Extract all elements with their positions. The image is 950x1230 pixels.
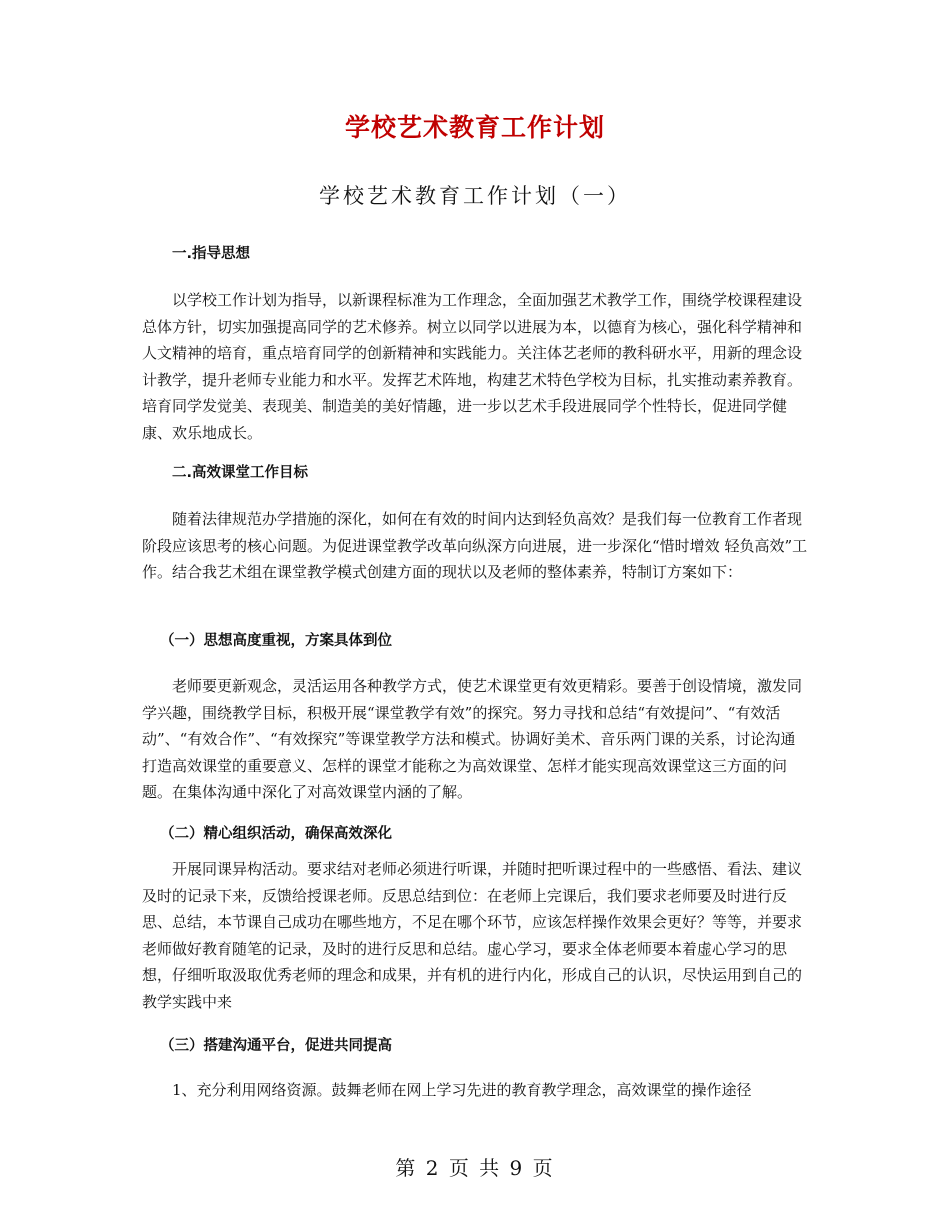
subsection-heading-1: （一）思想高度重视，方案具体到位 — [160, 633, 392, 649]
subsection-paragraph-1: 老师要更新观念，灵活运用各种教学方式，使艺术课堂更有效更精彩。要善于创设情境，激发同学兴趣，围绕教学目标，积极开展“课堂教学有效”的探究。努力寻找和总结“有效提问”、“有效活动”、“有效合作”、“有效探究”等课堂教学方法和模式。协调好美术、音乐两门课的关系，讨论沟通打造高效课堂的重要意义、怎样的课堂才能称之为高效课堂、怎样才能实现高效课堂这三方面的问题。在集体沟通中深化了对高效课堂内涵的了解。 — [142, 677, 803, 801]
section-heading-goals: 二.高效课堂工作目标 — [172, 465, 309, 481]
subsection-heading-3: （三）搭建沟通平台，促进共同提高 — [160, 1038, 392, 1054]
subsection-paragraph-3: 1、充分利用网络资源。鼓舞老师在网上学习先进的教育教学理念，高效课堂的操作途径 — [172, 1081, 752, 1099]
subsection-heading-2: （二）精心组织活动，确保高效深化 — [160, 826, 392, 842]
subsection-paragraph-2: 开展同课异构活动。要求结对老师必须进行听课，并随时把听课过程中的一些感悟、看法、建议及时的记录下来，反馈给授课老师。反思总结到位：在老师上完课后，我们要求老师要及时进行反思、总结，本节课自己成功在哪些地方，不足在哪个环节，应该怎样操作效果会更好？等等，并要求老师做好教育随笔的记录，及时的进行反思和总结。虚心学习，要求全体老师要本着虚心学习的思想，仔细听取汲取优秀老师的理念和成果，并有机的进行内化，形成自己的认识，尽快运用到自己的教学实践中来 — [142, 860, 803, 1011]
section-heading-guiding-thought: 一.指导思想 — [172, 246, 251, 262]
page-number-footer: 第 2 页 共 9 页 — [395, 1156, 555, 1180]
document-title: 学校艺术教育工作计划 — [344, 113, 605, 142]
document-subtitle: 学校艺术教育工作计划（一） — [319, 184, 631, 208]
section-paragraph-goals: 随着法律规范办学措施的深化，如何在有效的时间内达到轻负高效？是我们每一位教育工作者现阶段应该思考的核心问题。为促进课堂教学改革向纵深方向进展，进一步深化“惜时增效 轻负高效”工作。结合我艺术组在课堂教学模式创建方面的现状以及老师的整体素养，特制订方案如下： — [142, 510, 808, 581]
section-paragraph-guiding-thought: 以学校工作计划为指导，以新课程标准为工作理念，全面加强艺术教学工作，围绕学校课程建设总体方针，切实加强提高同学的艺术修养。树立以同学以进展为本，以德育为核心，强化科学精神和人文精神的培育，重点培育同学的创新精神和实践能力。关注体艺老师的教科研水平，用新的理念设计教学，提升老师专业能力和水平。发挥艺术阵地，构建艺术特色学校为目标，扎实推动素养教育。培育同学发觉美、表现美、制造美的美好情趣，进一步以艺术手段进展同学个性特长，促进同学健康、欢乐地成长。 — [142, 291, 803, 442]
